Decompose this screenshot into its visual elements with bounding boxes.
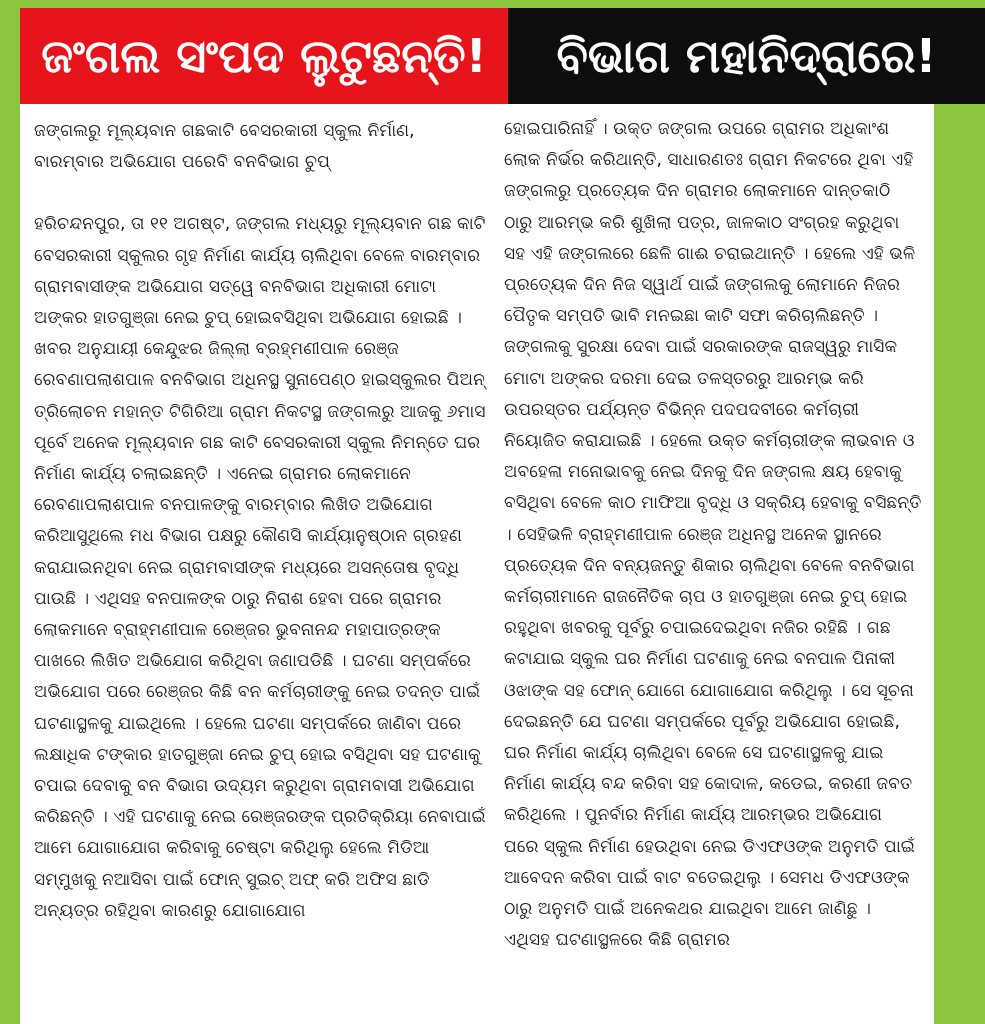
headline-left: ଜଂଗଲ ସଂପଦ ଲୁଟୁଛନ୍ତି! (20, 8, 508, 104)
article-column-left (20, 104, 500, 1024)
article-subheading: ଜଙ୍ଗଲରୁ ମୂଲ୍ୟବାନ ଗଛକାଟି ବେସରକାରୀ ସ୍କୁଲ ନିର୍ମାଣ, ବାରମ୍ବାର ଅଭିଯୋଗ ପରେବି ବନବିଭାଗ ଚୁପ୍ (34, 121, 415, 173)
article-body-left: ହରିଚନ୍ଦନପୁର, ତା ୧୧ ଅଗଷ୍ଟ, ଜଙ୍ଗଲ ମଧ୍ୟରୁ ମୂଲ୍ୟବାନ ଗଛ କାଟି ବେସରକାରୀ ସ୍କୁଲର ଗୃହ ନିର୍ମାଣ କାର୍ଯ୍ୟ ଚାଲିଥିବା ବେଳେ ବାରମ୍ବାର ଗ୍ରାମବାସୀଙ୍କ ଅଭିଯୋଗ ସତ୍ୱେ ବନବିଭାଗ ଅଧିକାରୀ ମୋଟା ଅଙ୍କର ହାତଗୁଞ୍ଜା ନେଇ ଚୁପ୍ ହୋଇବସିଥିବା ଅଭିଯୋଗ ହୋଇଛି । ଖବର ଅନୁଯାୟୀ କେନ୍ଦୁଝର ଜିଲ୍ଲା ବ୍ରହ୍ମଣୀପାଳ ରେଞ୍ଜ ରେବଣାପଲାଶପାଳ ବନବିଭାଗ ଅଧିନସ୍ଥ ସୁନାପେଣ୍ଠ ହାଇସ୍କୁଲର ପିଅନ୍ ତ୍ରିଲୋଚନ ମହାନ୍ତ ଟିଗିରିଆ ଗ୍ରାମ ନିକଟସ୍ଥ ଜଙ୍ଗଲରୁ ଆଜକୁ ୬ମାସ ପୂର୍ବେ ଅନେକ ମୂଲ୍ୟବାନ ଗଛ କାଟି ବେସରକାରୀ ସ୍କୁଲ ନିମନ୍ତେ ଘର ନିର୍ମାଣ କାର୍ଯ୍ୟ ଚଲାଇଛନ୍ତି । ଏନେଇ ଗ୍ରାମର ଲୋକମାନେ ରେବଣାପଲାଶପାଳ ବନପାଳଙ୍କୁ ବାରମ୍ବାର ଲିଖିତ ଅଭିଯୋଗ କରିଆସୁଥିଲେ ମଧ ବିଭାଗ ପକ୍ଷରୁ କୌଣସି କାର୍ଯ୍ୟାନୁଷ୍ଠାନ ଗ୍ରହଣ କରାଯାଇନଥିବା ନେଇ ଗ୍ରାମବାସୀଙ୍କ ମଧ୍ୟରେ ଅସନ୍ତୋଷ ବୃଦ୍ଧି ପାଉଛି । ଏଥିସହ ବନପାଳଙ୍କ ଠାରୁ ନିରାଶ ହେବା ପରେ ଗ୍ରାମର ଲୋକମାନେ ବ୍ରାହ୍ମଣୀପାଳ ରେଞ୍ଜର ଭୁବନାନନ୍ଦ ମହାପାତ୍ରଙ୍କ ପାଖରେ ଲିଖିତ ଅଭିଯୋଗ କରିଥିବା ଜଣାପଡିଛି । ଘଟଣା ସମ୍ପର୍କରେ ଅଭିଯୋଗ ପରେ ରେଞ୍ଜର କିଛି ବନ କର୍ମଚାରୀଙ୍କୁ ନେଇ ତଦନ୍ତ ପାଇଁ ଘଟଣାସ୍ଥଳକୁ ଯାଇଥିଲେ । ହେଲେ ଘଟଣା ସମ୍ପର୍କରେ ଜାଣିବା ପରେ ଲକ୍ଷାଧିକ ଟଙ୍କାର ହାତଗୁଞ୍ଜା ନେଇ ଚୁପ୍ ହୋଇ ବସିଥିବା ସହ ଘଟଣାକୁ ଚପାଇ ଦେବାକୁ ବନ ବିଭାଗ ଉଦ୍ୟମ କରୁଥିବା ଗ୍ରାମବାସୀ ଅଭିଯୋଗ କରିଛନ୍ତି । ଏହି ଘଟଣାକୁ ନେଇ ରେଞ୍ଜରଙ୍କ ପ୍ରତିକ୍ରିୟା ନେବାପାଇଁ ଆମେ ଯୋଗାଯୋଗ କରିବାକୁ ଚେଷ୍ଟା କରିଥିଲୁ ହେଲେ ମିଡିଆ ସମ୍ମୁଖକୁ ନଆସିବା ପାଇଁ ଫୋନ୍ ସୁଇଚ୍ ଅଫ୍ କରି ଅଫିସ ଛାଡି ଅନ୍ୟତ୍ର ରହିଥିବା କାରଣରୁ ଯୋଗାଯୋଗ (34, 214, 486, 921)
article-body-right: ହୋଇପାରିନାହିଁ । ଉକ୍ତ ଜଙ୍ଗଲ ଉପରେ ଗ୍ରାମର ଅଧିକାଂଶ ଲୋକ ନିର୍ଭର କରିଥାନ୍ତି, ସାଧାରଣତଃ ଗ୍ରାମ ନିକଟରେ ଥିବା ଏହି ଜଙ୍ଗଲରୁ ପ୍ରତ୍ୟେକ ଦିନ ଗ୍ରାମର ଲୋକମାନେ ଦାନ୍ତକାଠି ଠାରୁ ଆରମ୍ଭ କରି ଶୁଖିଲା ପତ୍ର, ଜାଳକାଠ ସଂଗ୍ରହ କରୁଥିବା ସହ ଏହି ଜଙ୍ଗଲରେ ଛେଳି ଗାଈ ଚରାଇଥାନ୍ତି । ହେଲେ ଏହି ଭଳି ପ୍ରତ୍ୟେକ ଦିନ ନିଜ ସ୍ୱାର୍ଥ ପାଇଁ ଜଙ୍ଗଲକୁ ଲୋମାନେ ନିଜର ପୈତୃକ ସମ୍ପତି ଭାବି ମନଇଛା କାଟି ସଫା କରିଚାଲିଛନ୍ତି । ଜଙ୍ଗଲକୁ ସୁରକ୍ଷା ଦେବା ପାଇଁ ସରକାରଙ୍କ ରାଜସ୍ୱରୁ ମାସିକ ମୋଟା ଅଙ୍କର ଦରମା ଦେଇ ତଳସ୍ତରରୁ ଆରମ୍ଭ କରି ଉପରସ୍ତର ପର୍ଯ୍ୟନ୍ତ ବିଭିନ୍ନ ପଦପଦବୀରେ କର୍ମଚାରୀ ନିୟୋଜିତ କରାଯାଇଛି । ହେଲେ ଉକ୍ତ କର୍ମଚାରୀଙ୍କ ଲାଭବାନ ଓ ଅବହେଳା ମନୋଭାବକୁ ନେଇ ଦିନକୁ ଦିନ ଜଙ୍ଗଲ କ୍ଷୟ ହେବାକୁ ବସିଥିବା ବେଳେ କାଠ ମାଫିଆ ବୃଦ୍ଧି ଓ ସକ୍ରିୟ ହେବାକୁ ବସିଛନ୍ତି । ସେହିଭଳି ବ୍ରାହ୍ମଣୀପାଳ ରେଞ୍ଜ ଅଧିନସ୍ଥ ଅନେକ ସ୍ଥାନରେ ପ୍ରତ୍ୟେକ ଦିନ ବନ୍ୟଜନ୍ତୁ ଶିକାର ଚାଲିଥିବା ବେଳେ ବନବିଭାଗ କର୍ମଚାରୀମାନେ ରାଜନୈତିକ ଚାପ ଓ ହାତଗୁଞ୍ଜା ନେଇ ଚୁପ୍ ହୋଇ ରହୁଥିବା ଖବରକୁ ପୂର୍ବରୁ ଚପାଇଦେଇଥିବା ନଜିର ରହିଛି । ଗଛ କଟାଯାଇ ସ୍କୁଲ ଘର ନିର୍ମାଣ ଘଟଣାକୁ ନେଇ ବନପାଳ ପିନାକୀ ଓଝାଙ୍କ ସହ ଫୋନ୍ ଯୋଗେ ଯୋଗାଯୋଗ କରିଥିଲୁ । ସେ ସୂଚନା ଦେଇଛନ୍ତି ଯେ ଘଟଣା ସମ୍ପର୍କରେ ପୂର୍ବରୁ ଅଭିଯୋଗ ହୋଇଛି, ଘର ନିର୍ମାଣ କାର୍ଯ୍ୟ ଚାଲିଥିବା ବେଳେ ସେ ଘଟଣାସ୍ଥଳକୁ ଯାଇ ନିର୍ମାଣ କାର୍ଯ୍ୟ ବନ୍ଦ କରିବା ସହ କୋଦାଳ, କଡେଇ, କରଣୀ ଜବତ କରିଥିଲେ । ପୁନର୍ବାର ନିର୍ମାଣ କାର୍ଯ୍ୟ ଆରମ୍ଭର ଅଭିଯୋଗ ପରେ ସ୍କୁଲ ନିର୍ମାଣ ହେଉଥିବା ନେଇ ଡିଏଫଓଙ୍କ ଅନୁମତି ପାଇଁ ଆବେଦନ କରିବା ପାଇଁ ବାଟ ବତେଇଥିଲୁ । ସେମଧ ଡିଏଫଓଙ୍କ ଠାରୁ ଅନୁମତି ପାଇଁ ଅନେକଥର ଯାଇଥିବା ଆମେ ଜାଣିଛୁ । ଏଥିସହ ଘଟଣାସ୍ଥଳରେ କିଛି ଗ୍ରାମର (504, 119, 922, 951)
headline-right: ବିଭାଗ ମହାନିଦ୍ରାରେ! (508, 8, 985, 104)
article-column-right (492, 104, 934, 1024)
